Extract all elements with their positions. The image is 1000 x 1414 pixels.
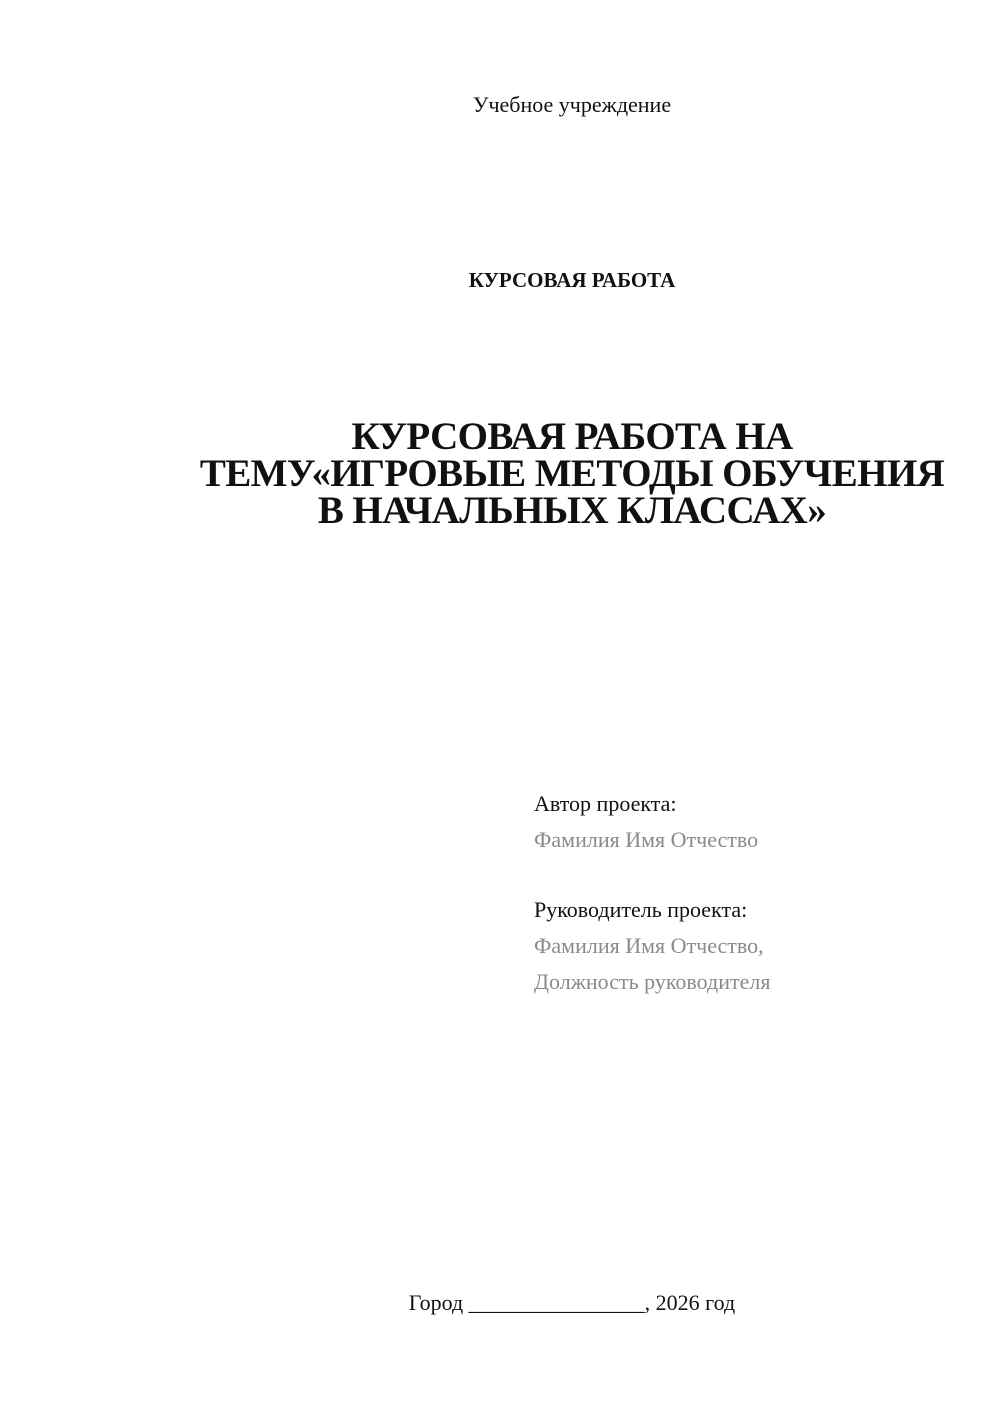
title-line: В НАЧАЛЬНЫХ КЛАССАХ» xyxy=(317,489,827,532)
institution-name: Учебное учреждение xyxy=(472,92,672,117)
supervisor-name: Фамилия Имя Отчество, xyxy=(534,933,764,958)
author-label: Автор проекта: xyxy=(534,791,677,816)
title-line: ТЕМУ«ИГРОВЫЕ МЕТОДЫ ОБУЧЕНИЯ xyxy=(199,452,945,495)
work-type-heading: КУРСОВАЯ РАБОТА xyxy=(468,268,676,292)
supervisor-label: Руководитель проекта: xyxy=(534,897,748,922)
title-line: КУРСОВАЯ РАБОТА НА xyxy=(351,415,793,458)
author-block xyxy=(534,786,758,858)
document-title xyxy=(72,415,1000,532)
supervisor-block xyxy=(534,892,770,1000)
city-year-footer: Город ________________, 2026 год xyxy=(408,1290,736,1315)
author-name: Фамилия Имя Отчество xyxy=(534,827,759,852)
supervisor-position: Должность руководителя xyxy=(534,969,771,994)
